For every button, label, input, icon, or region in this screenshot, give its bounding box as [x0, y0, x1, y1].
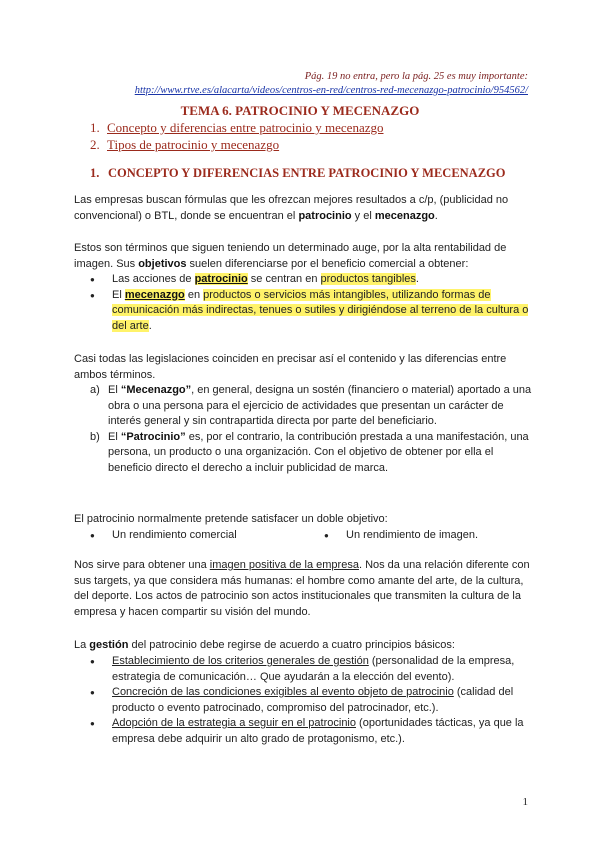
text: .: [148, 319, 152, 332]
toc-number: 1.: [90, 120, 100, 135]
term-mecenazgo: mecenazgo: [374, 209, 435, 222]
term-patrocinio: patrocinio: [298, 209, 352, 222]
page-title: TEMA 6. PATROCINIO Y MECENAZGO: [180, 103, 420, 118]
text: .: [415, 273, 419, 285]
text: Nos sirve para obtener una: [74, 559, 210, 571]
term-objetivos: objetivos: [138, 257, 187, 270]
paragraph-double-objective: El patrocinio normalmente pretende satisfacer un doble objetivo:: [74, 513, 388, 525]
principles-list: [74, 654, 536, 747]
text: . Nos da una relación diferente con sus targets, ya que considera más humanas: el hombre como amante del arte, de la cultura, del deporte. Los actos de patrocinio son actos institucionales que transmiten la cultura de la empresa y hacen compartir su visión del mundo.: [74, 559, 530, 618]
list-item: [74, 685, 536, 716]
paragraph-image: [74, 558, 536, 620]
section-title: CONCEPTO Y DIFERENCIAS ENTRE PATROCINIO Y MECENAZGO: [108, 166, 506, 180]
text: La: [74, 639, 90, 651]
term-gestion: gestión: [89, 639, 129, 651]
list-item: [74, 716, 536, 747]
paragraph-management: [74, 638, 536, 654]
list-item: ● Un rendimiento de imagen.: [346, 528, 478, 544]
definitions-list: [74, 383, 536, 476]
list-item: [74, 272, 536, 288]
text: .: [434, 209, 438, 222]
text: del patrocinio debe regirse de acuerdo a cuatro principios básicos:: [128, 639, 455, 651]
toc-item-2[interactable]: [90, 137, 279, 153]
toc-item-1[interactable]: [90, 120, 384, 136]
highlight: productos tangibles: [320, 273, 416, 285]
term: “Patrocinio”: [120, 430, 186, 443]
paragraph-intro: [74, 193, 536, 224]
text: en: [184, 288, 204, 301]
term: “Mecenazgo”: [120, 384, 192, 396]
text: (oportunidades tácticas, ya que la empresa debe adquirir un alto grado de protagonismo, etc.).: [112, 717, 524, 745]
paragraph-legislation: Casi todas las legislaciones coinciden en precisar así el contenido y las diferencias entre ambos términos.: [74, 353, 507, 381]
toc-number: 2.: [90, 137, 100, 152]
text: suelen diferenciarse por el beneficio comercial a obtener:: [186, 257, 469, 270]
list-item: ● Un rendimiento comercial: [112, 528, 237, 544]
section-heading: [90, 166, 506, 181]
underlined-text: Establecimiento de los criterios generales de gestión: [112, 655, 369, 667]
text: Las empresas buscan fórmulas que les ofrezcan mejores resultados a c/p, (publicidad no convencional) o BTL, donde se encuentran el: [74, 194, 509, 222]
text: Estos son términos que siguen teniendo un determinado auge, por la alta rentabilidad de imagen. Sus: [74, 242, 507, 270]
text: El: [108, 384, 121, 396]
list-item: [74, 288, 536, 335]
list-item: [74, 383, 536, 430]
text: Las acciones de: [112, 273, 195, 285]
text: (calidad del producto o evento patrocinado, compromiso del patrocinador, etc.).: [112, 686, 514, 714]
highlight: productos o servicios más intangibles, utilizando formas de comunicación más indirectas, tenues o sutiles y dirigiéndose al terreno de la cultura o del arte: [112, 288, 529, 332]
video-link[interactable]: http://www.rtve.es/alacarta/videos/centros-en-red/centros-red-mecenazgo-patrocinio/954562/: [134, 85, 528, 96]
page-number: 1: [522, 796, 528, 808]
term: patrocinio: [194, 273, 248, 285]
list-item: [74, 654, 536, 685]
underlined-text: Adopción de la estrategia a seguir en el patrocinio: [112, 717, 356, 729]
text: (personalidad de la empresa, estrategia de comunicación… Que ayudarán a la elección del evento).: [112, 655, 515, 683]
paragraph-objectives: [74, 241, 536, 272]
toc-label: Tipos de patrocinio y mecenazgo: [107, 137, 280, 152]
section-number: 1.: [90, 166, 100, 180]
toc-label: Concepto y diferencias entre patrocinio y mecenazgo: [107, 120, 384, 135]
underlined-text: Concreción de las condiciones exigibles al evento objeto de patrocinio: [112, 686, 454, 698]
text: , en general, designa un sostén (financiero o material) aportado a una obra o una persona para el ejercicio de actividades que presentan un carácter de interés general y sin contrapartida directa por parte del beneficiario.: [108, 384, 532, 427]
header-note: [58, 70, 528, 98]
text: El: [112, 288, 125, 301]
text: se centran en: [247, 273, 321, 285]
text: y el: [351, 209, 375, 222]
underlined-text: imagen positiva de la empresa: [209, 559, 359, 571]
list-marker: b): [90, 430, 100, 443]
text: es, por el contrario, la contribución prestada a una manifestación, una persona, un producto o una organización. Con el objetivo de obtener por ella el beneficio directo el derecho a incluir publicidad de marca.: [108, 430, 529, 474]
objectives-list: [74, 272, 536, 334]
term: mecenazgo: [124, 288, 185, 301]
note-text: Pág. 19 no entra, pero la pág. 25 es muy importante:: [304, 71, 528, 82]
list-marker: a): [90, 384, 100, 396]
text: El: [108, 430, 121, 443]
list-item: [74, 430, 536, 477]
